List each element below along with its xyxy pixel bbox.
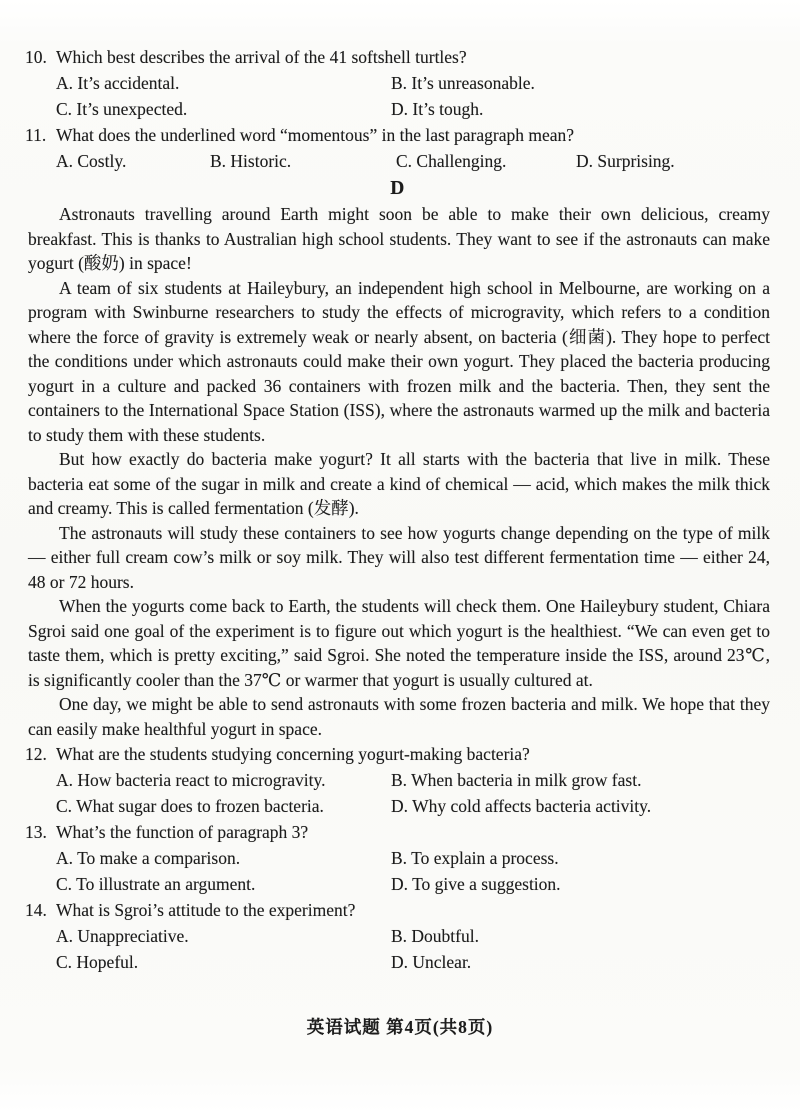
option-b: B. When bacteria in milk grow fast.	[391, 770, 642, 790]
question-text: What are the students studying concerning yogurt-making bacteria?	[56, 744, 530, 764]
question-11	[25, 122, 770, 174]
passage-paragraph-6: One day, we might be able to send astronauts with some frozen bacteria and milk. We hope that they can easily make healthful yogurt in space.	[28, 694, 770, 739]
question-10-options-row-2	[25, 96, 770, 122]
question-number: 14.	[25, 900, 47, 920]
option-d: D. Surprising.	[576, 151, 675, 171]
question-14	[25, 897, 770, 975]
question-10-options-row-1	[25, 70, 770, 96]
option-c: C. What sugar does to frozen bacteria.	[56, 796, 324, 816]
question-number: 10.	[25, 47, 47, 67]
question-14-stem	[25, 897, 770, 923]
option-b: B. Historic.	[210, 151, 292, 171]
question-13-options-row-2	[25, 871, 770, 897]
question-14-options-row-1	[25, 923, 770, 949]
question-12-stem	[25, 741, 770, 767]
question-number: 12.	[25, 744, 47, 764]
passage-paragraph-4: The astronauts will study these containers to see how yogurts change depending on the type of milk — either full cream cow’s milk or soy milk. They will also test different fermentation time — either 24, 48 or 72 hours.	[28, 522, 770, 592]
question-13	[25, 819, 770, 897]
option-a: A. How bacteria react to microgravity.	[56, 770, 326, 790]
question-12-options-row-1	[25, 767, 770, 793]
question-text: What’s the function of paragraph 3?	[56, 822, 309, 842]
option-a: A. To make a comparison.	[56, 848, 241, 868]
option-d: D. Why cold affects bacteria activity.	[391, 796, 652, 816]
question-number: 11.	[25, 125, 47, 145]
question-11-stem	[25, 122, 770, 148]
option-b: B. To explain a process.	[391, 848, 559, 868]
page-footer: 英语试题 第4页(共8页)	[306, 1017, 494, 1037]
option-d: D. To give a suggestion.	[391, 874, 561, 894]
question-14-options-row-2	[25, 949, 770, 975]
question-13-options-row-1	[25, 845, 770, 871]
question-10	[25, 44, 770, 122]
question-10-stem	[25, 44, 770, 70]
question-text: What is Sgroi’s attitude to the experiment?	[56, 900, 356, 920]
passage-paragraph-5: When the yogurts come back to Earth, the students will check them. One Haileybury student, Chiara Sgroi said one goal of the experiment is to figure out which yogurt is the healthiest. “We can even get to taste them, which is pretty exciting,” said Sgroi. She noted the temperature inside the ISS, around 23℃, is significantly cooler than the 37℃ or warmer that yogurt is usually cultured at.	[28, 596, 770, 690]
option-b: B. It’s unreasonable.	[391, 73, 535, 93]
option-d: D. It’s tough.	[391, 99, 484, 119]
question-12	[25, 741, 770, 819]
question-13-stem	[25, 819, 770, 845]
question-11-options-row	[25, 148, 770, 174]
passage-paragraph-1: Astronauts travelling around Earth might soon be able to make their own delicious, creamy breakfast. This is thanks to Australian high school students. They want to see if the astronauts can make yogurt (酸奶) in space!	[28, 204, 770, 273]
option-b: B. Doubtful.	[391, 926, 479, 946]
option-c: C. To illustrate an argument.	[56, 874, 256, 894]
question-number: 13.	[25, 822, 47, 842]
reading-passage	[25, 202, 770, 741]
option-c: C. Hopeful.	[56, 952, 139, 972]
question-12-options-row-2	[25, 793, 770, 819]
section-label: D	[390, 178, 405, 199]
question-text: Which best describes the arrival of the 41 softshell turtles?	[56, 47, 467, 67]
question-text: What does the underlined word “momentous” in the last paragraph mean?	[56, 125, 575, 145]
passage-paragraph-2: A team of six students at Haileybury, an independent high school in Melbourne, are working on a program with Swinburne researchers to study the effects of microgravity, which refers to a condition where the force of gravity is extremely weak or nearly absent, on bacteria (细菌). They hope to perfect the conditions under which astronauts could make their own yogurt. They placed the bacteria producing yogurt in a culture and packed 36 containers with frozen milk and the bacteria. Then, they sent the containers to the International Space Station (ISS), where the astronauts warmed up the milk and bacteria to study them with these students.	[28, 277, 770, 445]
option-a: A. Unappreciative.	[56, 926, 189, 946]
option-d: D. Unclear.	[391, 952, 472, 972]
option-c: C. It’s unexpected.	[56, 99, 188, 119]
option-a: A. Costly.	[56, 151, 127, 171]
option-a: A. It’s accidental.	[56, 73, 180, 93]
passage-paragraph-3: But how exactly do bacteria make yogurt? It all starts with the bacteria that live in milk. These bacteria eat some of the sugar in milk and create a kind of chemical — acid, which makes the milk thick and creamy. This is called fermentation (发酵).	[28, 449, 770, 518]
option-c: C. Challenging.	[396, 151, 507, 171]
